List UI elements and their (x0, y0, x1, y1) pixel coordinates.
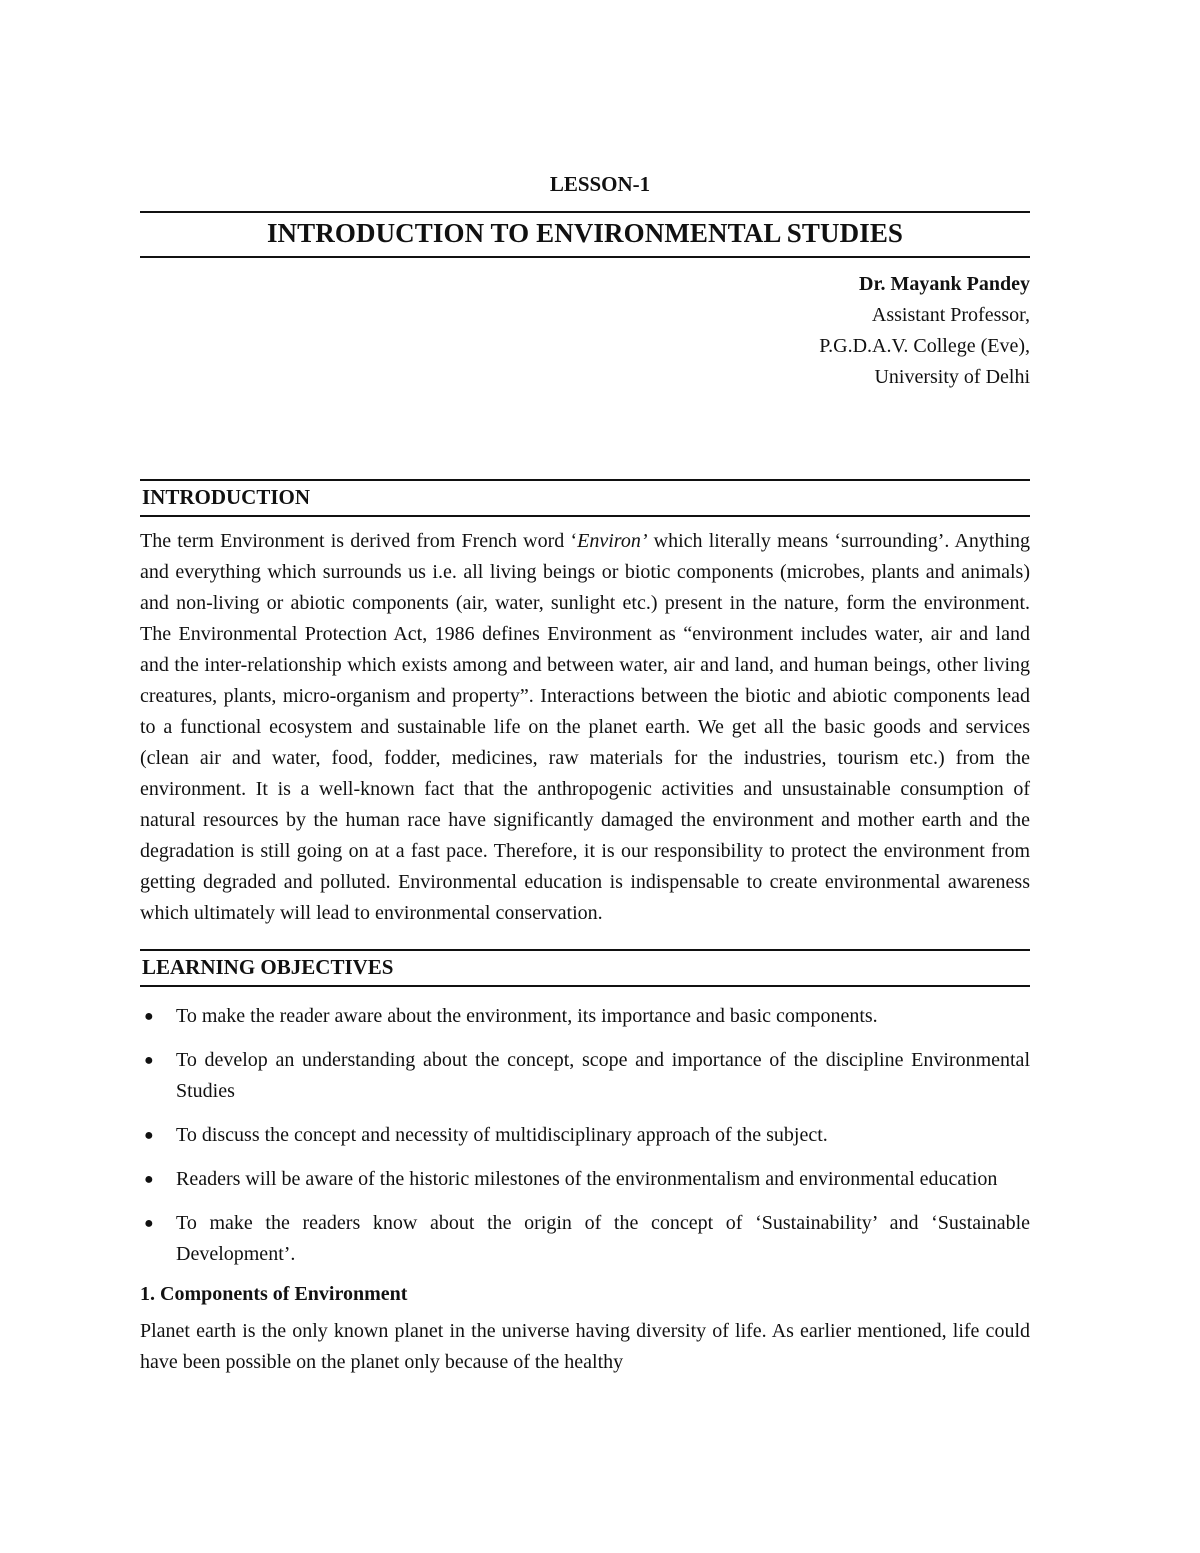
objective-item (140, 1001, 1030, 1032)
objective-item (140, 1208, 1030, 1270)
author-university: University of Delhi (874, 366, 1030, 388)
document-title: INTRODUCTION TO ENVIRONMENTAL STUDIES (266, 218, 904, 248)
objective-text: To discuss the concept and necessity of multidisciplinary approach of the subject. (176, 1124, 828, 1146)
objective-item (140, 1164, 1030, 1195)
author-position: Assistant Professor, (871, 304, 1030, 326)
objective-text: Readers will be aware of the historic milestones of the environmentalism and environmental education (176, 1168, 998, 1190)
intro-text-start: The term Environment is derived from French word ‘ (140, 530, 578, 552)
bullet-icon: ● (144, 1052, 154, 1069)
objective-text: To make the readers know about the origin of the concept of ‘Sustainability’ and ‘Sustainable Development’. (176, 1212, 1030, 1265)
components-paragraph: Planet earth is the only known planet in the universe having diversity of life. As earlier mentioned, life could have been possible on the planet only because of the healthy (140, 1320, 1030, 1373)
bullet-icon: ● (144, 1127, 154, 1144)
objective-item (140, 1045, 1030, 1107)
objective-text: To develop an understanding about the concept, scope and importance of the discipline Environmental Studies (176, 1049, 1030, 1102)
bullet-icon: ● (144, 1215, 154, 1232)
learning-objectives-heading: LEARNING OBJECTIVES (140, 949, 1030, 987)
author-college: P.G.D.A.V. College (Eve), (819, 335, 1030, 357)
author-name: Dr. Mayank Pandey (859, 273, 1030, 295)
bullet-icon: ● (144, 1171, 154, 1188)
introduction-heading: INTRODUCTION (140, 479, 1030, 517)
author-block (140, 269, 1030, 393)
lesson-number: LESSON-1 (549, 172, 651, 196)
intro-text-rest: which literally means ‘surrounding’. Anything and everything which surrounds us i.e. all living beings or biotic components (microbes, plants and animals) and non-living or abiotic components (air, water, sunlight etc.) present in the nature, form the environment. The Environmental Protection Act, 1986 defines Environment as “environment includes water, air and land and the inter-relationship which exists among and between water, air and land, and human beings, other living creatures, plants, micro-organism and property”. Interactions between the biotic and abiotic components lead to a functional ecosystem and sustainable life on the planet earth. We get all the basic goods and services (clean air and water, food, fodder, medicines, raw materials for the industries, tourism etc.) from the environment. It is a well-known fact that the anthropogenic activities and unsustainable consumption of natural resources by the human race have significantly damaged the environment and mother earth and the degradation is still going on at a fast pace. Therefore, it is our responsibility to protect the environment from getting degraded and polluted. Environmental education is indispensable to create environmental awareness which ultimately will lead to environmental conservation. (140, 530, 1030, 924)
objective-item (140, 1120, 1030, 1151)
document-page (140, 172, 1030, 1378)
introduction-paragraph (140, 526, 1030, 929)
title-block (140, 211, 1030, 258)
bullet-icon: ● (144, 1008, 154, 1025)
objectives-list (140, 1001, 1030, 1270)
components-heading: 1. Components of Environment (140, 1283, 408, 1305)
objective-text: To make the reader aware about the environment, its importance and basic components. (176, 1005, 878, 1027)
intro-italic-word: Environ’ (577, 530, 648, 552)
